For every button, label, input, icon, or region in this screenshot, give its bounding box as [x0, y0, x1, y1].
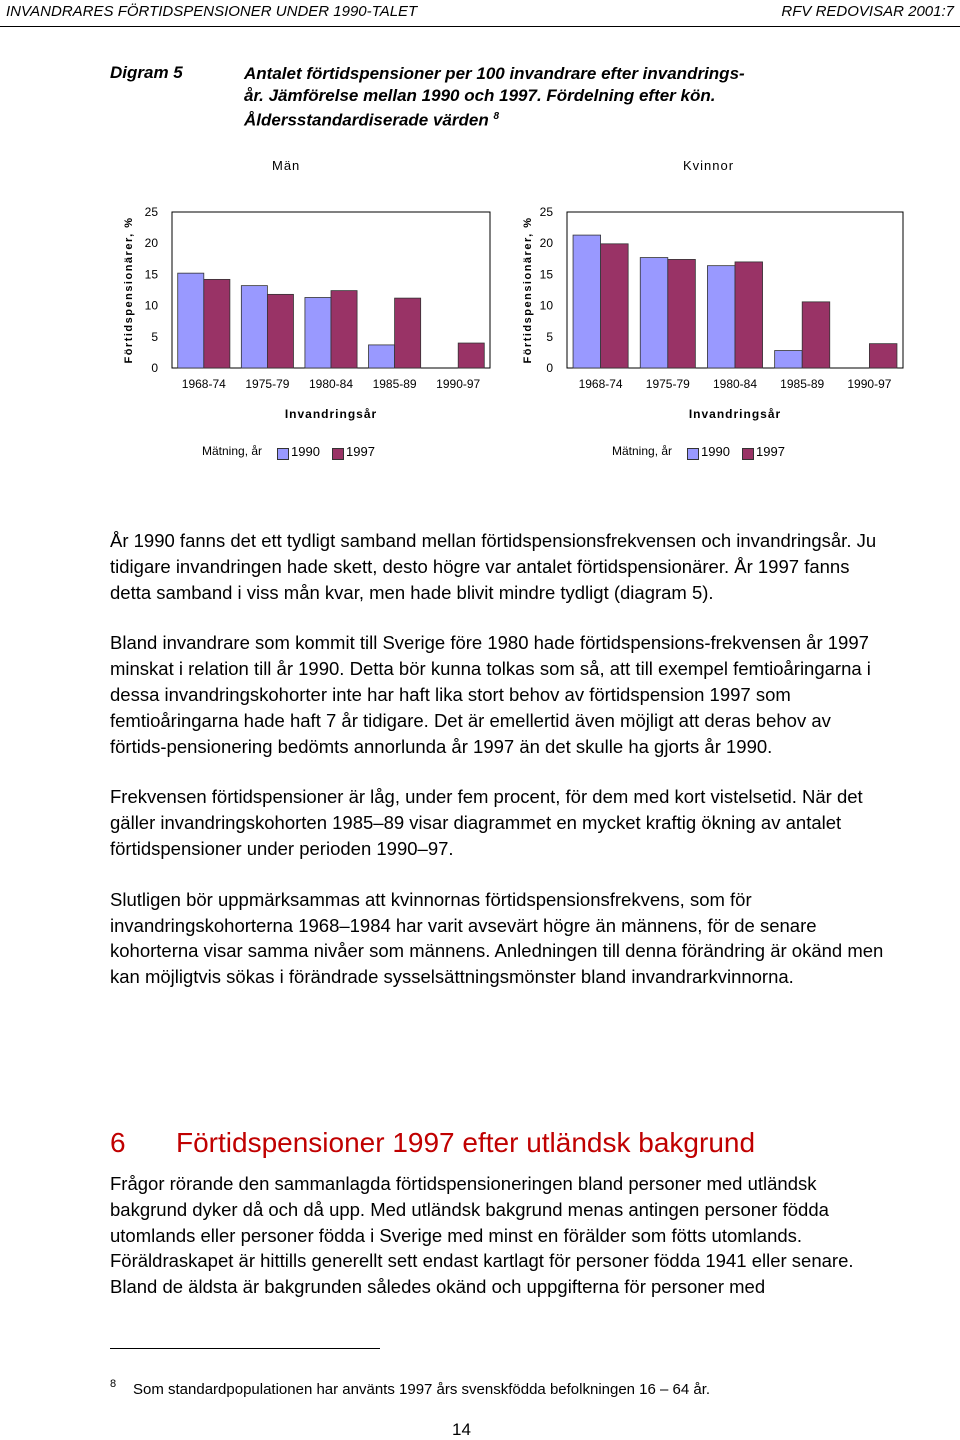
y-axis-label: Förtidspensionärer, %: [522, 216, 534, 364]
y-tick-label: 10: [539, 298, 553, 313]
section-title: Förtidspensioner 1997 efter utländsk bakgrund: [176, 1127, 756, 1158]
x-tick-label: 1990-97: [436, 377, 481, 391]
y-tick-label: 5: [546, 329, 553, 344]
section-paragraph-1: Frågor rörande den sammanlagda förtidspensioneringen bland personer med utländsk bakgrund dyker då och då upp. Med utländsk bakgrund menas antingen personer födda utomlands eller personer födda i Sverige med minst en förälder som fötts utomlands. Föräldraskapet är hittills generellt sett endast kartlagt för personer födda 1941 eller senare. Bland de äldsta är bakgrunden således okänd och uppgifterna för personer med: [110, 1173, 854, 1298]
y-tick-label: 20: [144, 236, 158, 251]
y-tick-label: 25: [144, 205, 158, 219]
bar-1997-1985-89: [802, 302, 830, 368]
bar-1990-1985-89: [775, 351, 803, 368]
page-number: 14: [452, 1420, 471, 1439]
header-publication: RFV REDOVISAR 2001:7: [781, 3, 954, 20]
chart-title-women: Kvinnor: [683, 158, 735, 173]
x-tick-label: 1980-84: [712, 377, 758, 391]
legend-label-1990: 1990: [291, 444, 320, 459]
bar-1990-1975-79: [640, 258, 668, 368]
page-header: [0, 0, 960, 26]
y-tick-label: 15: [539, 267, 553, 282]
x-tick-label: 1975-79: [645, 377, 690, 391]
y-tick-label: 20: [539, 236, 553, 251]
body-text: [110, 528, 890, 1015]
diagram-caption: [244, 63, 864, 131]
body-paragraph-3: Frekvensen förtidspensioner är låg, under fem procent, för dem med kort vistelsetid. När det gäller invandringskohorten 1985–89 visar diagrammet en mycket kraftig ökning av antalet förtidspensioner under perioden 1990–97.: [110, 786, 863, 859]
x-tick-label: 1980-84: [308, 377, 354, 391]
footnote-text: Som standardpopulationen har använts 1997 års svenskfödda befolkningen 16 – 64 år.: [133, 1381, 711, 1398]
chart-men: [110, 190, 510, 430]
x-tick-label: 1968-74: [181, 377, 226, 391]
legend-label-1997: 1997: [346, 444, 375, 459]
bar-1990-1975-79: [241, 286, 267, 368]
section-heading: [110, 1127, 755, 1159]
diagram-label: Digram 5: [110, 63, 183, 82]
x-axis-label: Invandringsår: [688, 407, 782, 421]
section-text: [110, 1171, 890, 1325]
bar-1997-1968-74: [204, 279, 230, 368]
caption-footnote-ref: 8: [493, 111, 500, 122]
y-tick-label: 0: [546, 361, 553, 375]
caption-line-3: [244, 106, 864, 131]
x-tick-label: 1990-97: [847, 377, 892, 391]
caption-line-1: Antalet förtidspensioner per 100 invandrare efter invandrings-: [244, 64, 745, 83]
bar-1997-1990-97: [458, 343, 484, 368]
x-tick-label: 1975-79: [245, 377, 290, 391]
caption-line-3-text: Åldersstandardiserade värden: [244, 110, 489, 130]
y-tick-label: 15: [144, 267, 158, 282]
bar-1997-1975-79: [267, 294, 293, 368]
y-axis-label: Förtidspensionärer, %: [123, 216, 135, 364]
bar-1990-1980-84: [707, 266, 735, 368]
footnote-rule: [110, 1348, 380, 1349]
bar-1990-1968-74: [178, 273, 204, 368]
body-paragraph-4: Slutligen bör uppmärksammas att kvinnornas förtidspensionsfrekvens, som för invandringskohorterna 1968–1984 har varit avsevärt högre än männens, för de senare kohorterna visar samma nivåer som männens. Anledningen till denna förändring är okänd men kan möjligtvis sökas i förändrade sysselsättningsmönster bland invandrarkvinnorna.: [110, 888, 884, 988]
section-number: 6: [110, 1127, 126, 1158]
bar-1997-1968-74: [601, 244, 629, 368]
legend-swatch-1990: [277, 448, 289, 460]
bar-1990-1980-84: [305, 297, 331, 368]
header-rule: [0, 26, 960, 27]
x-tick-label: 1968-74: [578, 377, 623, 391]
legend-swatch-1990: [687, 448, 699, 460]
x-tick-label: 1985-89: [372, 377, 417, 391]
chart-title-men: Män: [272, 158, 301, 173]
legend-swatch-1997: [332, 448, 344, 460]
chart-women: [510, 190, 915, 430]
y-tick-label: 10: [144, 298, 158, 313]
bar-1990-1968-74: [573, 235, 601, 368]
y-tick-label: 5: [151, 329, 158, 344]
x-tick-label: 1985-89: [780, 377, 825, 391]
legend-label-1990: 1990: [701, 444, 730, 459]
legend-title: Mätning, år: [202, 444, 263, 458]
header-title: INVANDRARES FÖRTIDSPENSIONER UNDER 1990-TALET: [6, 3, 418, 20]
bar-1997-1990-97: [869, 344, 897, 368]
caption-line-2: år. Jämförelse mellan 1990 och 1997. Fördelning efter kön.: [244, 85, 716, 105]
legend-title: Mätning, år: [612, 444, 673, 458]
x-axis-label: Invandringsår: [284, 407, 378, 421]
bar-1997-1985-89: [395, 298, 421, 368]
footnote-number: 8: [110, 1378, 117, 1390]
legend-swatch-1997: [742, 448, 754, 460]
legend-label-1997: 1997: [756, 444, 785, 459]
legend-women: [612, 444, 812, 464]
bar-1997-1980-84: [331, 291, 357, 368]
bar-1990-1985-89: [369, 345, 395, 368]
y-tick-label: 0: [151, 361, 158, 375]
bar-1997-1975-79: [668, 259, 696, 368]
body-paragraph-2: Bland invandrare som kommit till Sverige före 1980 hade förtidspensions-frekvensen år 1997 minskat i relation till år 1990. Detta bör kunna tolkas som så, att till exempel femtioåringarna i dessa invandringskohorter inte har haft lika stort behov av förtidspension 1997 som femtioåringarna hade haft 7 år tidigare. Det är emellertid även möjligt att deras behov av förtids-pensionering bedömts annorlunda år 1997 än det skulle ha gjorts år 1990.: [110, 632, 871, 757]
bar-1997-1980-84: [735, 262, 763, 368]
body-paragraph-1: År 1990 fanns det ett tydligt samband mellan förtidspensionsfrekvensen och invandringsår. Ju tidigare invandringen hade skett, desto högre var antalet förtidspensionärer. År 1997 fanns detta samband i viss mån kvar, men hade blivit mindre tydligt (diagram 5).: [110, 530, 877, 603]
y-tick-label: 25: [539, 205, 553, 219]
legend-men: [202, 444, 402, 464]
